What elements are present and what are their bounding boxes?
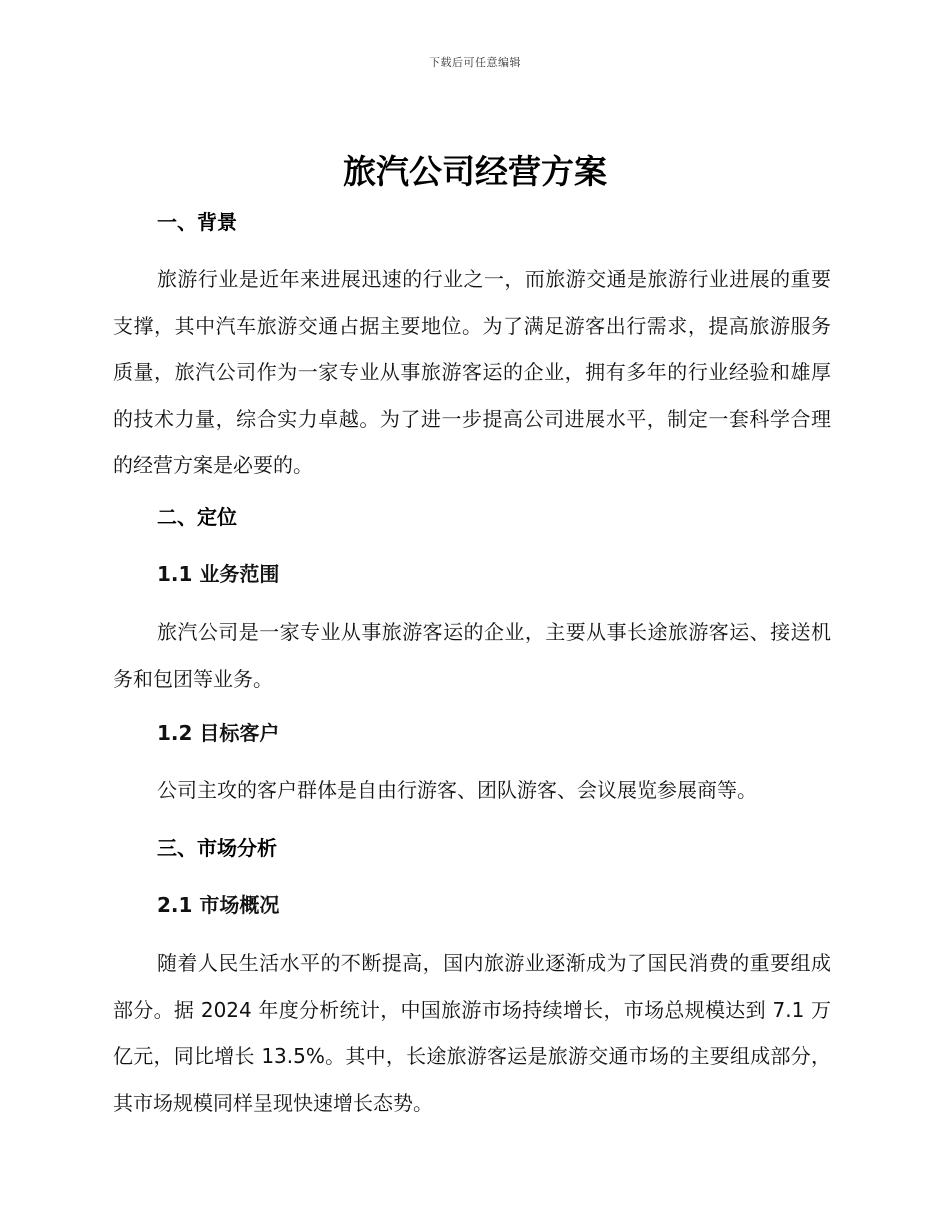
document-title: 旅汽公司经营方案 (343, 152, 607, 191)
subsection-heading-market-overview: 2.1 市场概况 (157, 893, 280, 917)
paragraph-background: 旅游行业是近年来进展迅速的行业之一，而旅游交通是旅游行业进展的重要支撑，其中汽车旅游交通占据主要地位。为了满足游客出行需求，提高旅游服务质量，旅汽公司作为一家专业从事旅游客运的企业，拥有多年的行业经验和雄厚的技术力量，综合实力卓越。为了进一步提高公司进展水平，制定一套科学合理的经营方案是必要的。 (113, 267, 831, 477)
subsection-heading-target-customers: 1.2 目标客户 (157, 721, 280, 745)
section-heading-positioning: 二、定位 (157, 505, 237, 529)
paragraph-target-customers: 公司主攻的客户群体是自由行游客、团队游客、会议展览参展商等。 (157, 778, 757, 802)
paragraph-business-scope: 旅汽公司是一家专业从事旅游客运的企业，主要从事长途旅游客运、接送机务和包团等业务。 (113, 620, 831, 691)
section-heading-background: 一、背景 (157, 210, 237, 234)
page-header-note: 下载后可任意编辑 (429, 56, 521, 69)
paragraph-market-overview: 随着人民生活水平的不断提高，国内旅游业逐渐成为了国民消费的重要组成部分。据 2024 年度分析统计，中国旅游市场持续增长，市场总规模达到 7.1 万亿元，同比增长 13.5%。其中，长途旅游客运是旅游交通市场的主要组成部分，其市场规模同样呈现快速增长态势。 (113, 951, 831, 1115)
subsection-heading-business-scope: 1.1 业务范围 (157, 562, 280, 586)
section-heading-market-analysis: 三、市场分析 (157, 836, 277, 860)
